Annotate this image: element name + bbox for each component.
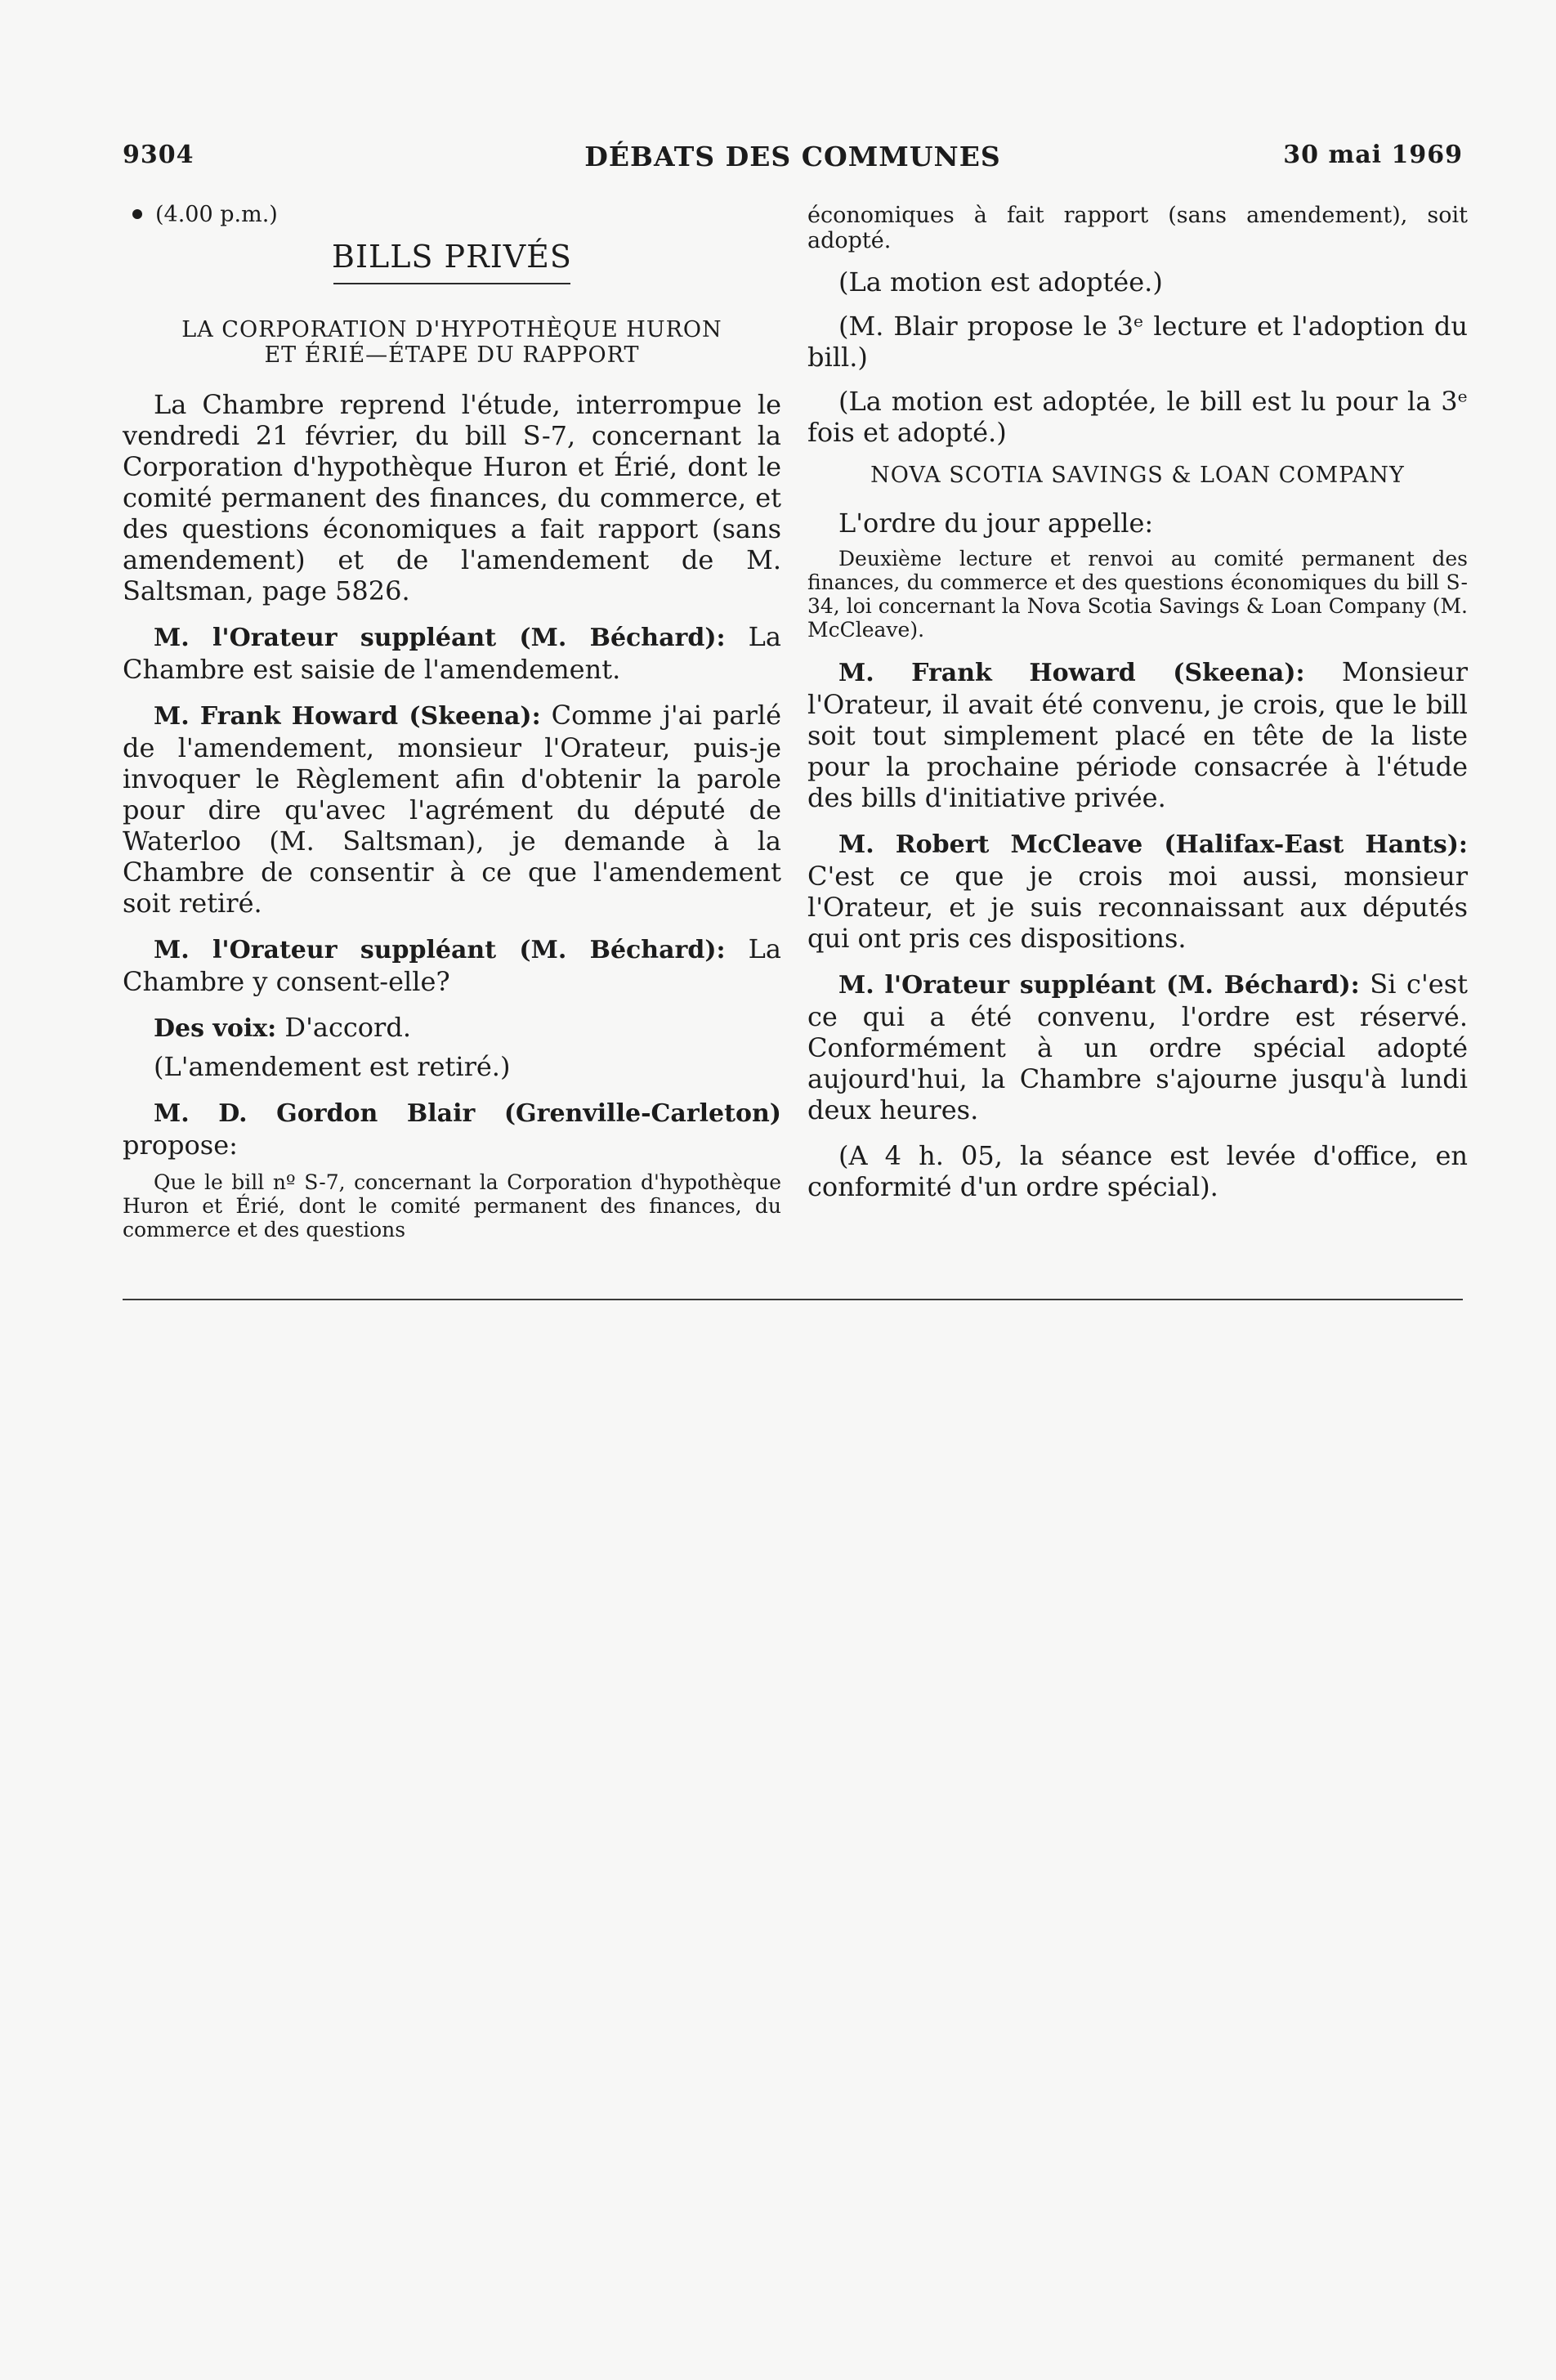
- subheading-line-1: LA CORPORATION D'HYPOTHÈQUE HURON: [181, 317, 722, 342]
- speaker-name: M. l'Orateur suppléant (M. Béchard):: [838, 971, 1360, 1000]
- speech: [123, 700, 781, 919]
- paragraph: (L'amendement est retiré.): [154, 1051, 511, 1082]
- bottom-rule: [123, 1299, 1463, 1300]
- right-column: [807, 203, 1468, 1217]
- speech: [123, 621, 781, 685]
- speaker-name: M. Frank Howard (Skeena):: [838, 659, 1305, 687]
- paragraph: (M. Blair propose le 3ᵉ lecture et l'adoption du bill.): [807, 311, 1468, 373]
- speech-text: La Chambre est saisie de l'amendement.: [123, 621, 781, 685]
- motion-text: Que le bill nº S-7, concernant la Corporation d'hypothèque Huron et Érié, dont le comité permanent des finances, du commerce et des questions: [123, 1170, 781, 1241]
- paragraph: (La motion est adoptée.): [838, 266, 1163, 298]
- time-text: (4.00 p.m.): [155, 202, 278, 227]
- page-number: 9304: [123, 141, 194, 169]
- speech: [807, 969, 1468, 1125]
- speech-text: propose:: [123, 1130, 238, 1161]
- speech-text: D'accord.: [276, 1012, 411, 1043]
- speaker-name: Des voix:: [154, 1014, 277, 1043]
- motion-continuation: économiques à fait rapport (sans amendement), soit adopté.: [807, 203, 1468, 253]
- speech-text: C'est ce que je crois moi aussi, monsieur l'Orateur, et je suis reconnaissant aux députés qui ont pris ces dispositions.: [807, 861, 1468, 954]
- speech: [807, 656, 1468, 813]
- paragraph: La Chambre reprend l'étude, interrompue le vendredi 21 février, du bill S-7, concernant la Corporation d'hypothèque Huron et Érié, dont le comité permanent des finances, du commerce, et des questions économiques a fait rapport (sans amendement) et de l'amendement de M. Saltsman, page 5826.: [123, 389, 781, 606]
- speech-text: Si c'est ce qui a été convenu, l'ordre est réservé. Conformément à un ordre spécial adopté aujourd'hui, la Chambre s'ajourne jusqu'à lundi deux heures.: [807, 969, 1468, 1125]
- paragraph: (La motion est adoptée, le bill est lu pour la 3ᵉ fois et adopté.): [807, 386, 1468, 448]
- order-text: Deuxième lecture et renvoi au comité permanent des finances, du commerce et des questions économiques du bill S-34, loi concernant la Nova Scotia Savings & Loan Company (M. McCleave).: [807, 547, 1468, 642]
- time-marker: [123, 203, 781, 227]
- speech: [123, 1012, 781, 1045]
- running-title: DÉBATS DES COMMUNES: [584, 141, 1001, 172]
- speech: [123, 933, 781, 997]
- page-date: 30 mai 1969: [1283, 141, 1463, 169]
- title-rule: [333, 283, 570, 284]
- subheading: NOVA SCOTIA SAVINGS & LOAN COMPANY: [870, 463, 1405, 488]
- speaker-name: M. l'Orateur suppléant (M. Béchard):: [154, 624, 726, 652]
- speaker-name: M. D. Gordon Blair (Grenville-Carleton): [154, 1099, 781, 1128]
- speech-text: Monsieur l'Orateur, il avait été convenu, je crois, que le bill soit tout simplement placé en tête de la liste pour la prochaine période consacrée à l'étude des bills d'initiative privée.: [807, 656, 1469, 813]
- subheading: [123, 317, 781, 368]
- paragraph: L'ordre du jour appelle:: [838, 508, 1154, 539]
- left-column: [123, 203, 781, 1256]
- page-header: [123, 141, 1463, 181]
- speaker-name: M. Robert McCleave (Halifax-East Hants):: [838, 830, 1468, 859]
- speech-text: Comme j'ai parlé de l'amendement, monsieur l'Orateur, puis-je invoquer le Règlement afin d'obtenir la parole pour dire qu'avec l'agrément du député de Waterloo (M. Saltsman), je demande à la Chambre de consentir à ce que l'amendement soit retiré.: [123, 700, 782, 919]
- section-title: BILLS PRIVÉS: [332, 239, 572, 275]
- speaker-name: M. l'Orateur suppléant (M. Béchard):: [154, 936, 726, 964]
- speech: [123, 1097, 781, 1161]
- bullet-icon: [132, 209, 142, 219]
- paragraph: (A 4 h. 05, la séance est levée d'office, en conformité d'un ordre spécial).: [807, 1140, 1468, 1202]
- speaker-name: M. Frank Howard (Skeena):: [154, 702, 541, 731]
- speech-text: La Chambre y consent-elle?: [123, 933, 781, 997]
- subheading-line-2: ET ÉRIÉ—ÉTAPE DU RAPPORT: [264, 342, 640, 368]
- speech: [807, 828, 1468, 954]
